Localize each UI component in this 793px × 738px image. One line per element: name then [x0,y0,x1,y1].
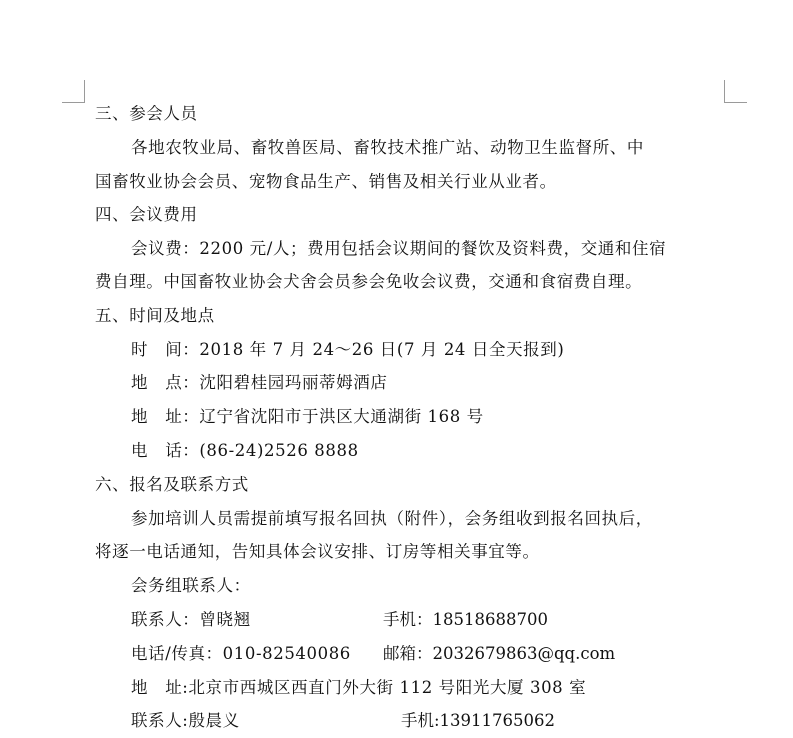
contact2-mobile: 手机:13911765062 [401,711,556,730]
tel-fax: 电话/传真：010-82540086 [131,644,351,663]
crop-mark-left [62,80,85,103]
registration-text-line2: 将逐一电话通知，告知具体会议安排、订房等相关事宜等。 [95,542,540,561]
section-heading-participants: 三、参会人员 [95,104,198,123]
venue-phone: 电 话：(86-24)2526 8888 [131,441,359,460]
fees-text-line1: 会议费：2200 元/人；费用包括会议期间的餐饮及资料费，交通和住宿 [131,239,667,258]
participants-text-line1: 各地农牧业局、畜牧兽医局、畜牧技术推广站、动物卫生监督所、中 [131,138,644,157]
venue-address: 地 址：辽宁省沈阳市于洪区大通湖街 168 号 [131,407,484,426]
email-address: 邮箱：2032679863@qq.com [383,644,616,663]
participants-text-line2: 国畜牧业协会会员、宠物食品生产、销售及相关行业从业者。 [95,172,557,191]
section-heading-fees: 四、会议费用 [95,205,198,224]
contact1-name: 联系人：曾晓翘 [131,610,251,629]
contact1-mobile: 手机：18518688700 [383,610,548,629]
contact2-name: 联系人:殷晨义 [131,711,240,730]
office-address: 地 址:北京市西城区西直门外大街 112 号阳光大厦 308 室 [131,678,587,697]
meeting-time: 时 间：2018 年 7 月 24～26 日(7 月 24 日全天报到) [131,340,565,359]
registration-text-line1: 参加培训人员需提前填写报名回执（附件），会务组收到报名回执后， [131,509,653,528]
section-heading-registration: 六、报名及联系方式 [95,475,249,494]
section-heading-time-place: 五、时间及地点 [95,306,215,325]
fees-text-line2: 费自理。中国畜牧业协会犬舍会员参会免收会议费，交通和食宿费自理。 [95,272,643,291]
meeting-venue: 地 点：沈阳碧桂园玛丽蒂姆酒店 [131,373,388,392]
contacts-title: 会务组联系人： [131,576,251,595]
crop-mark-right [724,80,747,103]
